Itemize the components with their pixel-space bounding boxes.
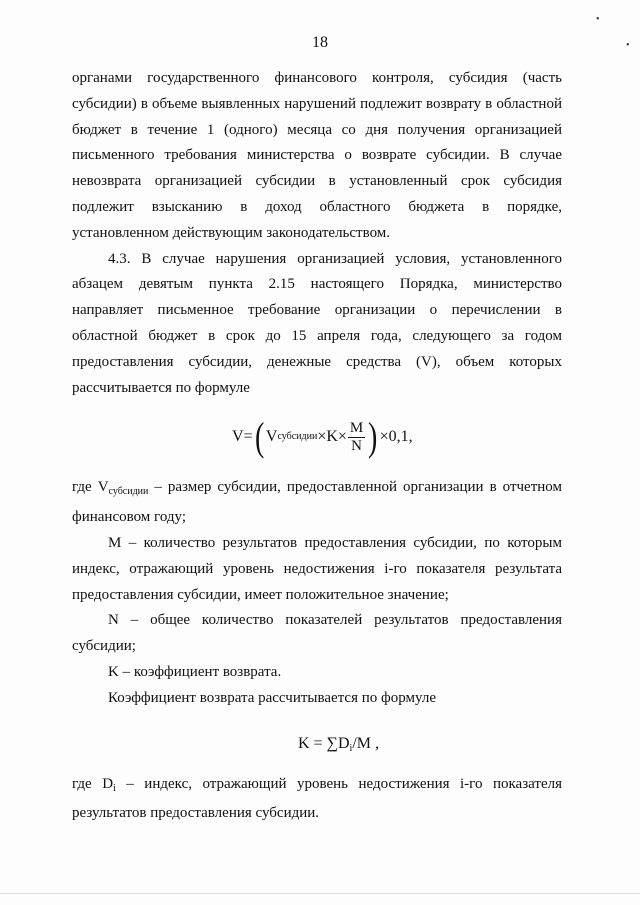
formula-v-fraction — [348, 420, 365, 455]
scan-speck: • — [626, 40, 630, 51]
formula-v-var: V — [265, 428, 278, 446]
d-def-rest: – индекс, отражающий уровень недостижения i-го показателя результатов предоставления субсидии. — [72, 775, 562, 822]
document-body — [72, 66, 562, 827]
v-def-prefix: где V — [72, 479, 109, 496]
paragraph-1: органами государственного финансового контроля, субсидия (часть субсидии) в объеме выявленных нарушений подлежит возврату в областной бюджет в течение 1 (одного) месяца со дня получения организацией письменного требования министерства о возврате субсидии. В случае невозврата организацией субсидии в установленный срок субсидия подлежит взысканию в доход областного бюджета в порядке, установленном действующим законодательством. — [72, 70, 562, 241]
formula-v-lhs: V= — [232, 428, 253, 446]
formula-v-close-paren: ) — [368, 414, 378, 460]
formula-k-d-sub: i — [349, 742, 353, 754]
formula-k — [72, 730, 562, 758]
formula-v-denominator: N — [351, 437, 363, 454]
paragraph-4-3: 4.3. В случае нарушения организацией условия, установленного абзацем девятым пункта 2.15 настоящего Порядка, министерство направляет письменное требование организации о перечислении в областной бюджет в срок до 15 апреля года, следующего за годом предоставления субсидии, денежные средства (V), объем которых рассчитывается по формуле — [72, 250, 562, 396]
formula-v — [72, 409, 562, 465]
formula-v-open-paren: ( — [254, 414, 264, 460]
formula-v-var-sub: субсидии — [277, 431, 318, 443]
page-number: 18 — [312, 34, 328, 51]
formula-v-numerator: M — [349, 419, 364, 436]
formula-k-d: D — [337, 734, 350, 752]
paragraph-m-definition: M – количество результатов предоставления субсидии, по которым индекс, отражающий уровень недостижения i-го показателя результата предоставления субсидии, имеет положительное значение; — [72, 534, 562, 603]
formula-k-rest: /M , — [352, 734, 379, 752]
paragraph-k-definition: K – коэффициент возврата. — [108, 663, 282, 680]
d-def-prefix: где D — [72, 775, 114, 792]
paragraph-d-definition — [72, 772, 562, 828]
formula-k-lhs: K = — [298, 734, 327, 752]
formula-v-times: ×K× — [317, 428, 347, 446]
scan-edge-line — [0, 893, 640, 894]
paragraph-n-definition: N – общее количество показателей результатов предоставления субсидии; — [72, 612, 562, 655]
paragraph-k-formula-intro: Коэффициент возврата рассчитывается по формуле — [108, 689, 436, 706]
v-def-rest: – размер субсидии, предоставленной организации в отчетном финансовом году; — [72, 479, 563, 526]
formula-v-tail: ×0,1, — [379, 428, 413, 446]
formula-k-sum: ∑ — [326, 734, 338, 752]
v-def-sub: субсидии — [108, 486, 149, 498]
paragraph-v-definition — [72, 475, 562, 531]
d-def-sub: i — [113, 782, 116, 794]
scan-speck: • — [596, 14, 600, 25]
